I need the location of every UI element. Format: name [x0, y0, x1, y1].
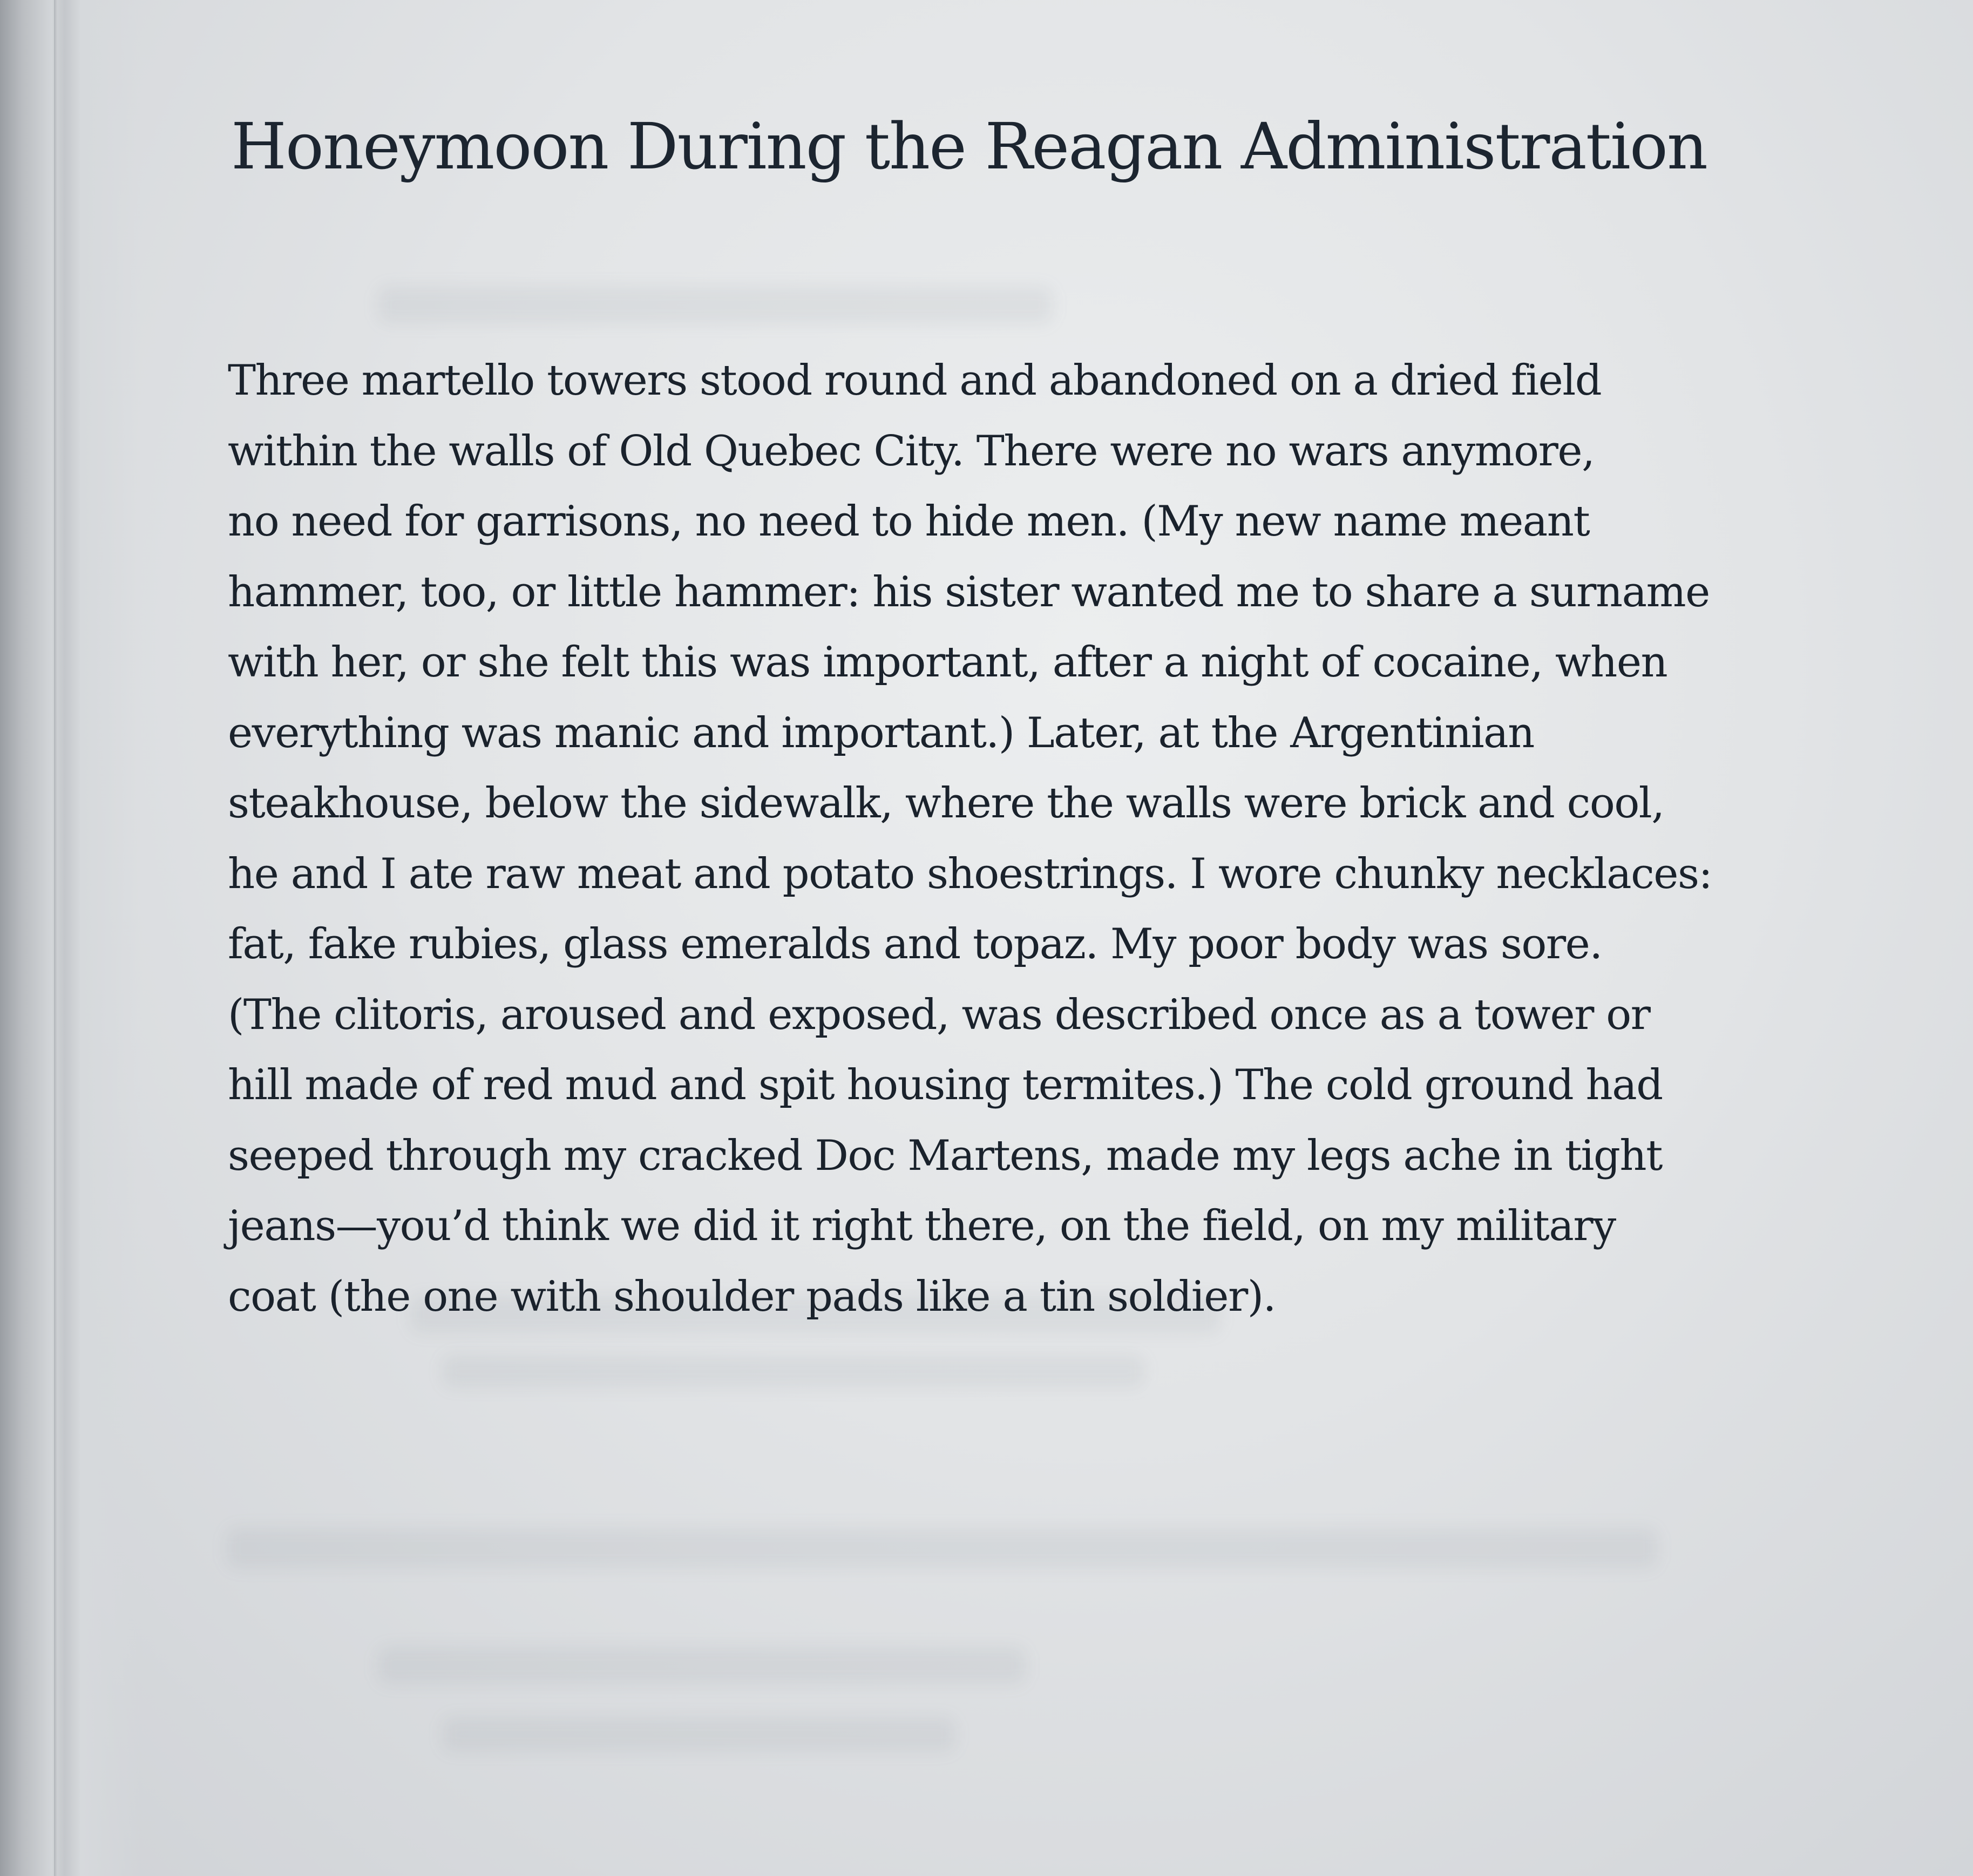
poem-body	[228, 346, 1718, 1332]
book-gutter-shadow	[0, 0, 140, 1876]
poem-line: within the walls of Old Quebec City. There were no wars anymore,	[228, 426, 1595, 476]
book-gutter-line	[54, 0, 57, 1876]
poem-line: jeans—you’d think we did it right there, on the field, on my military	[228, 1202, 1616, 1250]
poem-line: hammer, too, or little hammer: his sister wanted me to share a surname	[228, 567, 1710, 617]
poem-line: coat (the one with shoulder pads like a tin soldier).	[228, 1272, 1276, 1321]
poem-line: with her, or she felt this was important, after a night of cocaine, when	[228, 638, 1667, 687]
poem-line: fat, fake rubies, glass emeralds and topaz. My poor body was sore.	[228, 920, 1602, 969]
poem-line: no need for garrisons, no need to hide men. (My new name meant	[228, 497, 1590, 546]
poem-line: everything was manic and important.) Later, at the Argentinian	[228, 708, 1534, 757]
poem-title: Honeymoon During the Reagan Administration	[231, 109, 1707, 184]
poem-line: hill made of red mud and spit housing termites.) The cold ground had	[228, 1061, 1663, 1109]
poem-line: Three martello towers stood round and abandoned on a dried field	[228, 356, 1602, 405]
poem-line: seeped through my cracked Doc Martens, made my legs ache in tight	[228, 1131, 1662, 1180]
poem-line: he and I ate raw meat and potato shoestrings. I wore chunky necklaces:	[228, 849, 1712, 898]
poem-line: (The clitoris, aroused and exposed, was described once as a tower or	[228, 990, 1650, 1039]
poem-line: steakhouse, below the sidewalk, where the walls were brick and cool,	[228, 779, 1664, 828]
